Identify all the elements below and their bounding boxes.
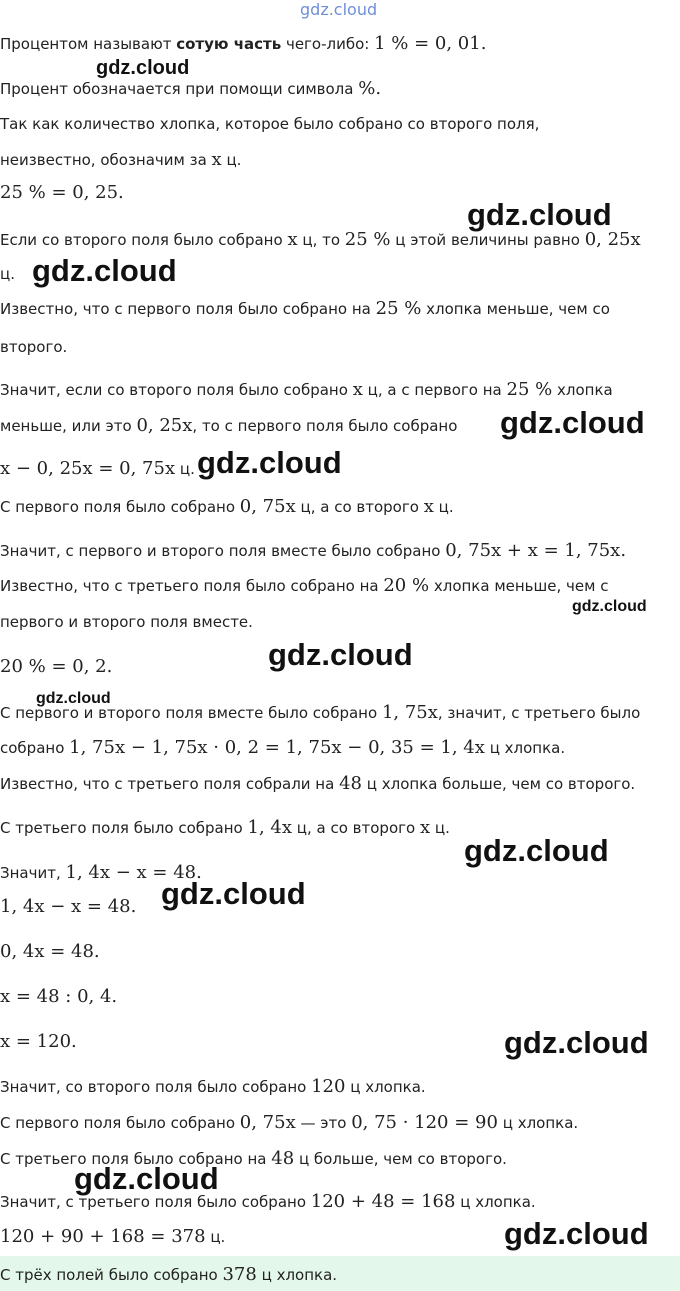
watermark: gdz.cloud xyxy=(96,57,190,79)
line-29: С третьего поля было собрано на 48 ц больше, чем со второго. xyxy=(0,1148,507,1169)
line-21: С третьего поля было собрано 1, 4x ц, а со второго x ц. xyxy=(0,817,450,838)
line-17: 20 % = 0, 2. xyxy=(0,656,113,677)
line-31: 120 + 90 + 168 = 378 ц. xyxy=(0,1226,226,1247)
line-13: С первого поля было собрано 0, 75x ц, а со второго x ц. xyxy=(0,496,454,517)
answer-line: С трёх полей было собрано 378 ц хлопка. xyxy=(0,1264,338,1285)
line-4: неизвестно, обозначим за x ц. xyxy=(0,149,242,170)
line-25: x = 48 : 0, 4. xyxy=(0,986,118,1007)
line-6: Если со второго поля было собрано x ц, то 25 % ц этой величины равно 0, 25x xyxy=(0,229,641,250)
line-11: меньше, или это 0, 25x, то с первого поля было собрано xyxy=(0,415,458,436)
line-10: Значит, если со второго поля было собрано x ц, а с первого на 25 % хлопка xyxy=(0,379,613,400)
line-22: Значит, 1, 4x − x = 48. xyxy=(0,862,202,883)
line-12: x − 0, 25x = 0, 75x ц. xyxy=(0,458,195,479)
line-14: Значит, с первого и второго поля вместе было собрано 0, 75x + x = 1, 75x. xyxy=(0,540,627,561)
line-18: С первого и второго поля вместе было собрано 1, 75x, значит, с третьего было xyxy=(0,702,641,723)
line-2: Процент обозначается при помощи символа %. xyxy=(0,78,382,99)
watermark: gdz.cloud xyxy=(504,1216,649,1251)
line-8: Известно, что с первого поля было собрано на 25 % хлопка меньше, чем со xyxy=(0,298,610,319)
watermark: gdz.cloud xyxy=(32,253,177,288)
line-26: x = 120. xyxy=(0,1031,77,1052)
line-19: собрано 1, 75x − 1, 75x · 0, 2 = 1, 75x − 0, 35 = 1, 4x ц хлопка. xyxy=(0,737,566,758)
line-20: Известно, что с третьего поля собрали на 48 ц хлопка больше, чем со второго. xyxy=(0,773,636,794)
watermark-top: gdz.cloud xyxy=(300,0,378,19)
bold-term: сотую часть xyxy=(176,35,282,53)
watermark: gdz.cloud xyxy=(467,197,612,232)
line-24: 0, 4x = 48. xyxy=(0,941,100,962)
line-3: Так как количество хлопка, которое было собрано со второго поля, xyxy=(0,115,540,133)
watermark: gdz.cloud xyxy=(504,1025,649,1060)
line-28: С первого поля было собрано 0, 75x — это 0, 75 · 120 = 90 ц хлопка. xyxy=(0,1112,579,1133)
line-5: 25 % = 0, 25. xyxy=(0,182,124,203)
line-9: второго. xyxy=(0,338,68,356)
watermark: gdz.cloud xyxy=(464,833,609,868)
watermark: gdz.cloud xyxy=(572,598,647,615)
line-16: первого и второго поля вместе. xyxy=(0,613,253,631)
line-23: 1, 4x − x = 48. xyxy=(0,896,137,917)
line-1: Процентом называют сотую часть чего-либо: 1 % = 0, 01. xyxy=(0,33,487,54)
watermark: gdz.cloud xyxy=(74,1161,219,1196)
watermark: gdz.cloud xyxy=(500,405,645,440)
watermark: gdz.cloud xyxy=(36,690,111,707)
watermark: gdz.cloud xyxy=(197,445,342,480)
line-27: Значит, со второго поля было собрано 120 ц хлопка. xyxy=(0,1076,426,1097)
watermark: gdz.cloud xyxy=(268,637,413,672)
line-7: ц. xyxy=(0,265,15,283)
watermark: gdz.cloud xyxy=(161,876,306,911)
line-15: Известно, что с третьего поля было собрано на 20 % хлопка меньше, чем с xyxy=(0,575,609,596)
line-30: Значит, с третьего поля было собрано 120 + 48 = 168 ц хлопка. xyxy=(0,1191,536,1212)
